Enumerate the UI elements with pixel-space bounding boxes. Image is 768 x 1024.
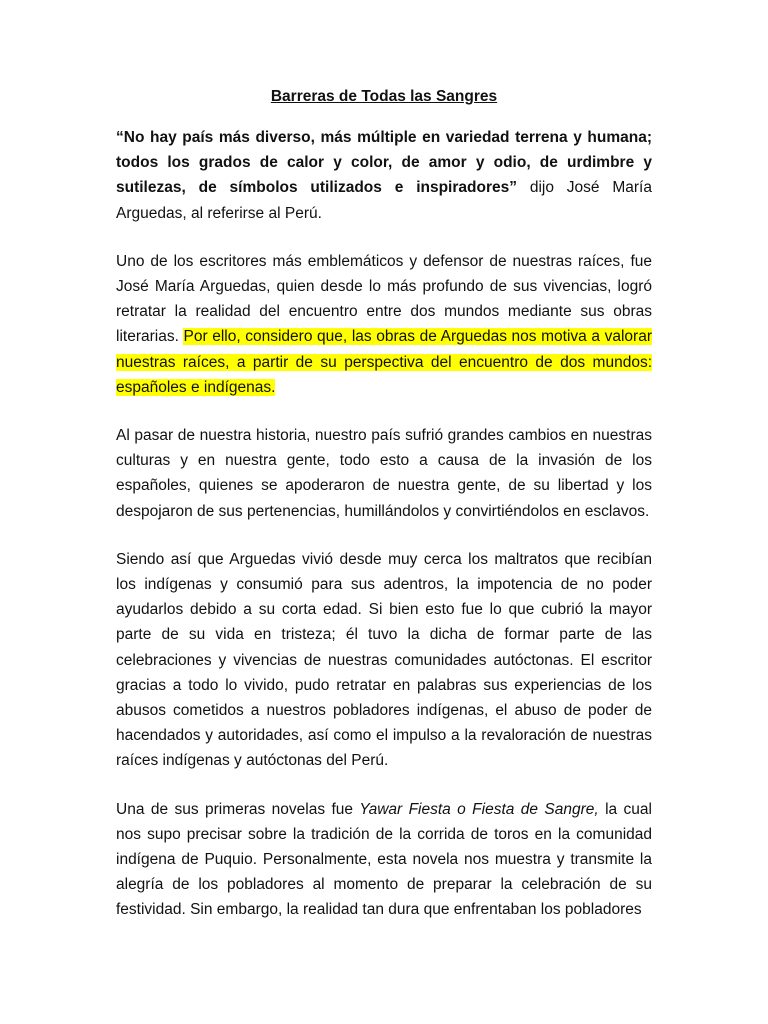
paragraph-2-text: Uno de los escritores más emblemáticos y defensor de nuestras raíces, fue José María Arguedas, quien desde lo más profundo de sus vivencias, logró retratar la realidad del encuentro entre dos mundos mediante sus obras literarias. (116, 252, 652, 346)
novel-title: Yawar Fiesta o Fiesta de Sangre, (359, 800, 599, 818)
paragraph-4: Siendo así que Arguedas vivió desde muy cerca los maltratos que recibían los indígenas y consumió para sus adentros, la impotencia de no poder ayudarlos debido a su corta edad. Si bien esto fue lo que cubrió la mayor parte de su vida en tristeza; él tuvo la dicha de formar parte de las celebraciones y vivencias de nuestras comunidades autóctonas. El escritor gracias a todo lo vivido, pudo retratar en palabras sus experiencias de los abusos cometidos a nuestros pobladores indígenas, el abuso de poder de hacendados y autoridades, así como el impulso a la revaloración de nuestras raíces indígenas y autóctonas del Perú. (116, 550, 652, 770)
paragraph-5-intro: Una de sus primeras novelas fue (116, 800, 360, 818)
paragraph-3: Al pasar de nuestra historia, nuestro país sufrió grandes cambios en nuestras culturas y en nuestra gente, todo esto a causa de la invasión de los españoles, quienes se apoderaron de nuestra gente, de su libertad y los despojaron de sus pertenencias, humillándolos y convirtiéndolos en esclavos. (116, 427, 652, 520)
quote-attribution: dijo José María Arguedas, al referirse al Perú. (116, 179, 652, 222)
paragraph-5 (116, 797, 652, 923)
quote-text: “No hay país más diverso, más múltiple en variedad terrena y humana; todos los grados de calor y color, de amor y odio, de urdimbre y sutilezas, de símbolos utilizados e inspiradores” (116, 129, 652, 197)
document-title: Barreras de Todas las Sangres (270, 88, 498, 105)
paragraph-5-text: la cual nos supo precisar sobre la tradición de la corrida de toros en la comunidad indígena de Puquio. Personalmente, esta novela nos muestra y transmite la alegría de los pobladores al momento de preparar la celebración de su festividad. Sin embargo, la realidad tan dura que enfrentaban los pobladores (116, 800, 652, 919)
paragraph-2 (116, 249, 652, 400)
thesis-highlight: Por ello, considero que, las obras de Arguedas nos motiva a valorar nuestras raíces, a partir de su perspectiva del encuentro de dos mundos: españoles e indígenas. (116, 328, 653, 396)
document-page (116, 86, 652, 946)
paragraph-1 (116, 125, 652, 226)
